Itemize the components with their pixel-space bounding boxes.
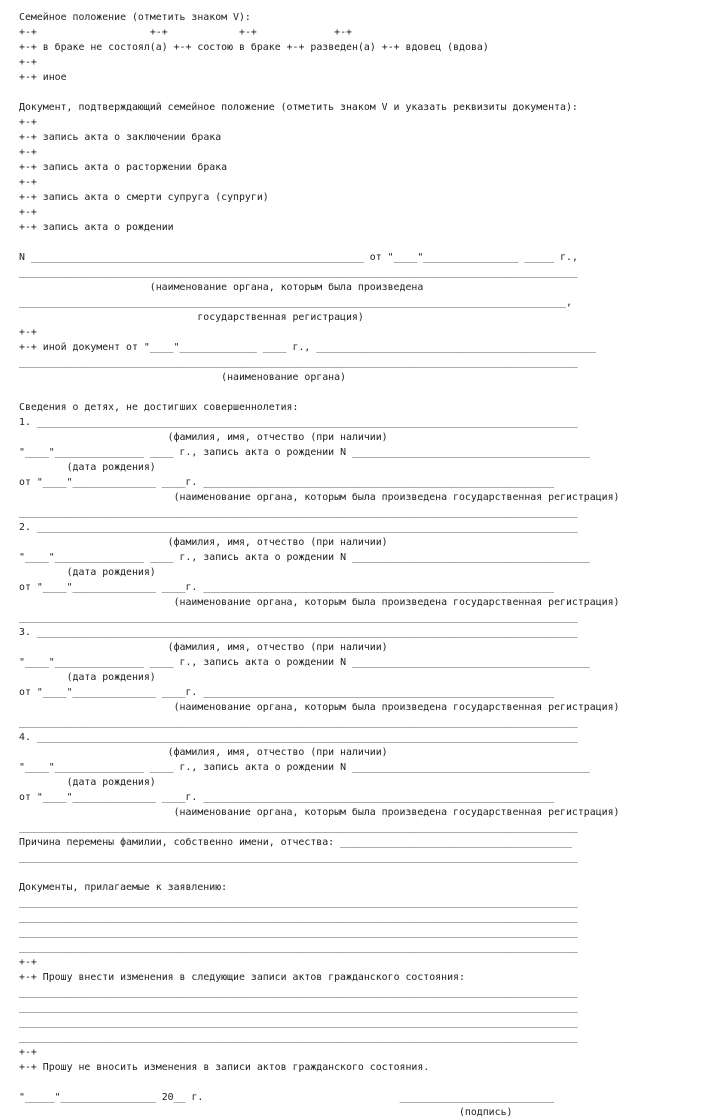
child-1-birth-year-field[interactable]: ____ [149, 447, 174, 458]
child-2-birth-year-field[interactable]: ____ [149, 552, 174, 563]
checkbox-divorce-record[interactable]: +-+ [19, 162, 37, 173]
checkbox-other-document-top: +-+ [19, 327, 37, 338]
option-divorced: разведен(а) [310, 42, 376, 53]
signature-row [19, 1090, 619, 1105]
checkbox-not-married-top: +-+ [19, 27, 37, 38]
option-not-married: в браке не состоял(а) [42, 42, 168, 53]
checkbox-marriage-record[interactable]: +-+ [19, 132, 37, 143]
checkbox-divorced-top: +-+ [239, 27, 257, 38]
marital-status-title: Семейное положение (отметить знаком V): [19, 12, 251, 23]
no-changes-label: Прошу не вносить изменения в записи актов гражданского состояния. [42, 1062, 430, 1073]
child-3-organ-field[interactable]: ___________________________________________________________ [203, 687, 555, 698]
child-1-organ-field[interactable]: ___________________________________________________________ [203, 477, 555, 488]
child-4-name-field[interactable]: ___________________________________________________________________________________________ [36, 732, 578, 743]
child-4-year-label: г. [185, 792, 198, 803]
child-1-fio-caption-row [19, 430, 619, 445]
child-1-from-label: от [19, 477, 31, 488]
child-2-fio-caption: (фамилия, имя, отчество (при наличии) [167, 537, 388, 548]
document-number-row [19, 250, 619, 265]
child-3-name-row [19, 625, 619, 640]
checkbox-widowed-top: +-+ [334, 27, 352, 38]
attachments-field-2[interactable]: ______________________________________________________________________________________________ [19, 912, 578, 923]
checkbox-no-changes[interactable]: +-+ [19, 1062, 37, 1073]
child-1-organ-caption: (наименование органа, которым была произведена государственная регистрация) [173, 492, 620, 503]
signature-field[interactable]: __________________________ [399, 1092, 555, 1103]
checkbox-other-status[interactable]: +-+ [19, 72, 37, 83]
application-form [19, 10, 619, 1120]
name-change-reason-row [19, 835, 619, 850]
child-1-dob-caption-row [19, 460, 619, 475]
document-year-field[interactable]: _____ [524, 252, 555, 263]
signature-caption-row [19, 1105, 619, 1120]
child-1-organ-caption-row [19, 490, 619, 505]
child-3-fio-caption-row [19, 640, 619, 655]
checkbox-no-changes-top: +-+ [19, 1047, 37, 1058]
child-3-registration-date-field[interactable]: "____"______________ [36, 687, 156, 698]
child-2-registration-date-field[interactable]: "____"______________ [36, 582, 156, 593]
option-divorce-record: запись акта о расторжении брака [42, 162, 228, 173]
document-option-row-4 [19, 220, 619, 235]
other-document-organ-field-2[interactable]: ______________________________________________________________________________________________ [19, 357, 578, 368]
child-3-organ-caption-row [19, 700, 619, 715]
child-2-birth-row [19, 550, 619, 565]
other-document-organ-field[interactable]: _______________________________________________ [316, 342, 596, 353]
child-2-record-label: г., запись акта о рождении N [179, 552, 347, 563]
option-marriage-record: запись акта о заключении брака [42, 132, 222, 143]
checkbox-not-married[interactable]: +-+ [19, 42, 37, 53]
child-2-record-number-field[interactable]: ________________________________________ [351, 552, 590, 563]
century-prefix: 20 [161, 1092, 174, 1103]
child-1-registration-date-field[interactable]: "____"______________ [36, 477, 156, 488]
checkbox-other-document[interactable]: +-+ [19, 342, 37, 353]
child-4-registration-row [19, 790, 619, 805]
checkbox-widowed[interactable]: +-+ [381, 42, 400, 53]
document-organ-caption: (наименование органа, которым была произведена [149, 282, 424, 293]
child-1-number: 1. [19, 417, 31, 428]
checkbox-birth-record-top: +-+ [19, 207, 37, 218]
checkbox-married-top: +-+ [149, 27, 168, 38]
application-year-field[interactable]: __ [173, 1092, 186, 1103]
child-2-name-field[interactable]: ___________________________________________________________________________________________ [36, 522, 578, 533]
document-registration-caption-row [19, 310, 619, 325]
document-registration-caption: государственная регистрация) [197, 312, 364, 323]
child-1-registration-row [19, 475, 619, 490]
child-1-record-label: г., запись акта о рождении N [179, 447, 347, 458]
child-4-organ-caption: (наименование органа, которым была произведена государственная регистрация) [173, 807, 620, 818]
child-3-dob-caption-row [19, 670, 619, 685]
child-1-registration-year-field[interactable]: ____ [161, 477, 186, 488]
child-3-organ-field-2[interactable]: ______________________________________________________________________________________________ [19, 717, 578, 728]
child-1-name-row [19, 415, 619, 430]
attachments-field-3[interactable]: ______________________________________________________________________________________________ [19, 927, 578, 938]
child-4-registration-year-field[interactable]: ____ [161, 792, 186, 803]
child-2-organ-field[interactable]: ___________________________________________________________ [203, 582, 555, 593]
document-option-row-1 [19, 130, 619, 145]
option-other-status: иное [42, 72, 67, 83]
child-1-name-field[interactable]: ___________________________________________________________________________________________ [36, 417, 578, 428]
child-4-fio-caption: (фамилия, имя, отчество (при наличии) [167, 747, 388, 758]
child-4-registration-date-field[interactable]: "____"______________ [36, 792, 156, 803]
child-2-fio-caption-row [19, 535, 619, 550]
child-3-dob-caption: (дата рождения) [66, 672, 156, 683]
child-4-organ-caption-row [19, 805, 619, 820]
child-4-record-label: г., запись акта о рождении N [179, 762, 347, 773]
child-3-birth-year-field[interactable]: ____ [149, 657, 174, 668]
child-3-registration-row [19, 685, 619, 700]
document-date-from-label: от [369, 252, 382, 263]
document-organ-field[interactable]: ______________________________________________________________________________________________ [19, 267, 578, 278]
document-year-suffix: г., [560, 252, 578, 263]
application-date-field[interactable]: "_____"________________ [19, 1092, 156, 1103]
checkbox-birth-record[interactable]: +-+ [19, 222, 37, 233]
other-document-organ-caption-row [19, 370, 619, 385]
child-3-record-label: г., запись акта о рождении N [179, 657, 347, 668]
child-2-from-label: от [19, 582, 31, 593]
document-option-row-2 [19, 160, 619, 175]
option-birth-record: запись акта о рождении [42, 222, 174, 233]
checkbox-make-changes-top: +-+ [19, 957, 37, 968]
child-2-organ-caption: (наименование органа, которым была произведена государственная регистрация) [173, 597, 620, 608]
child-3-record-number-field[interactable]: ________________________________________ [351, 657, 590, 668]
child-3-birth-row [19, 655, 619, 670]
child-1-birth-row [19, 445, 619, 460]
child-3-year-label: г. [185, 687, 198, 698]
child-2-organ-field-2[interactable]: ______________________________________________________________________________________________ [19, 612, 578, 623]
child-2-number: 2. [19, 522, 31, 533]
child-4-birth-date-field[interactable]: "____"_______________ [19, 762, 144, 773]
child-3-registration-year-field[interactable]: ____ [161, 687, 186, 698]
checkbox-marriage-record-top: +-+ [19, 117, 37, 128]
option-widowed: вдовец (вдова) [405, 42, 489, 53]
other-document-year-field[interactable]: ____ [262, 342, 287, 353]
child-4-dob-caption-row [19, 775, 619, 790]
name-change-reason-field[interactable]: _______________________________________ [340, 837, 572, 848]
child-4-organ-field-2[interactable]: ______________________________________________________________________________________________ [19, 822, 578, 833]
no-changes-row [19, 1060, 619, 1075]
child-1-dob-caption: (дата рождения) [66, 462, 156, 473]
checkbox-death-record[interactable]: +-+ [19, 192, 37, 203]
child-2-registration-year-field[interactable]: ____ [161, 582, 186, 593]
child-4-number: 4. [19, 732, 31, 743]
checkbox-married[interactable]: +-+ [173, 42, 192, 53]
document-number-field[interactable]: ________________________________________________________ [30, 252, 364, 263]
child-3-from-label: от [19, 687, 31, 698]
child-1-record-number-field[interactable]: ________________________________________ [351, 447, 590, 458]
child-2-year-label: г. [185, 582, 198, 593]
child-1-year-label: г. [185, 477, 198, 488]
child-2-organ-caption-row [19, 595, 619, 610]
checkbox-other-status-top: +-+ [19, 57, 37, 68]
application-year-label: г. [191, 1092, 204, 1103]
child-4-fio-caption-row [19, 745, 619, 760]
child-3-name-field[interactable]: ___________________________________________________________________________________________ [36, 627, 578, 638]
make-changes-field-2[interactable]: ______________________________________________________________________________________________ [19, 1002, 578, 1013]
child-4-record-number-field[interactable]: ________________________________________ [351, 762, 590, 773]
document-number-label: N [19, 252, 25, 263]
attachments-label: Документы, прилагаемые к заявлению: [19, 882, 228, 893]
child-4-from-label: от [19, 792, 31, 803]
name-change-reason-label: Причина перемены фамилии, собственно имени, отчества: [19, 837, 335, 848]
attachments-field-1[interactable]: ______________________________________________________________________________________________ [19, 897, 578, 908]
child-1-birth-date-field[interactable]: "____"_______________ [19, 447, 144, 458]
children-title: Сведения о детях, не достигших совершеннолетия: [19, 402, 299, 413]
option-married: состою в браке [197, 42, 281, 53]
checkbox-divorced[interactable]: +-+ [286, 42, 305, 53]
attachments-field-4[interactable]: ______________________________________________________________________________________________ [19, 942, 578, 953]
other-document-date-field[interactable]: "____"_____________ [143, 342, 257, 353]
child-2-dob-caption-row [19, 565, 619, 580]
signature-caption: (подпись) [458, 1107, 513, 1118]
child-3-birth-date-field[interactable]: "____"_______________ [19, 657, 144, 668]
document-date-field[interactable]: "____"________________ [387, 252, 519, 263]
make-changes-field-1[interactable]: ______________________________________________________________________________________________ [19, 987, 578, 998]
child-4-dob-caption: (дата рождения) [66, 777, 156, 788]
child-2-registration-row [19, 580, 619, 595]
other-document-organ-caption: (наименование органа) [221, 372, 346, 383]
checkbox-death-record-top: +-+ [19, 177, 37, 188]
other-document-row [19, 340, 619, 355]
document-organ-caption-row [19, 280, 619, 295]
child-3-number: 3. [19, 627, 31, 638]
checkbox-make-changes[interactable]: +-+ [19, 972, 37, 983]
marital-options-row [19, 40, 619, 55]
document-organ-field-2[interactable]: ____________________________________________________________________________________________ [19, 297, 566, 308]
other-document-label: иной документ от [42, 342, 138, 353]
child-3-fio-caption: (фамилия, имя, отчество (при наличии) [167, 642, 388, 653]
other-document-year-suffix: г., [292, 342, 311, 353]
document-option-row-3 [19, 190, 619, 205]
child-4-birth-row [19, 760, 619, 775]
document-organ-field-2-row: ____________________________________________________________________________________________, [19, 297, 572, 308]
child-4-organ-field[interactable]: ___________________________________________________________ [203, 792, 555, 803]
name-change-reason-field-2[interactable]: ______________________________________________________________________________________________ [19, 852, 578, 863]
child-1-fio-caption: (фамилия, имя, отчество (при наличии) [167, 432, 388, 443]
child-2-birth-date-field[interactable]: "____"_______________ [19, 552, 144, 563]
child-2-dob-caption: (дата рождения) [66, 567, 156, 578]
document-title: Документ, подтверждающий семейное положение (отметить знаком V и указать реквизиты документа): [19, 102, 578, 113]
child-3-organ-caption: (наименование органа, которым была произведена государственная регистрация) [173, 702, 620, 713]
make-changes-field-3[interactable]: ______________________________________________________________________________________________ [19, 1017, 578, 1028]
marital-other-row [19, 70, 619, 85]
marital-boxes-top [19, 25, 619, 40]
child-4-birth-year-field[interactable]: ____ [149, 762, 174, 773]
child-1-organ-field-2[interactable]: ______________________________________________________________________________________________ [19, 507, 578, 518]
child-4-name-row [19, 730, 619, 745]
option-death-record: запись акта о смерти супруга (супруги) [42, 192, 269, 203]
make-changes-label: Прошу внести изменения в следующие записи актов гражданского состояния: [42, 972, 465, 983]
checkbox-divorce-record-top: +-+ [19, 147, 37, 158]
child-2-name-row [19, 520, 619, 535]
make-changes-field-4[interactable]: ______________________________________________________________________________________________ [19, 1032, 578, 1043]
make-changes-row [19, 970, 619, 985]
